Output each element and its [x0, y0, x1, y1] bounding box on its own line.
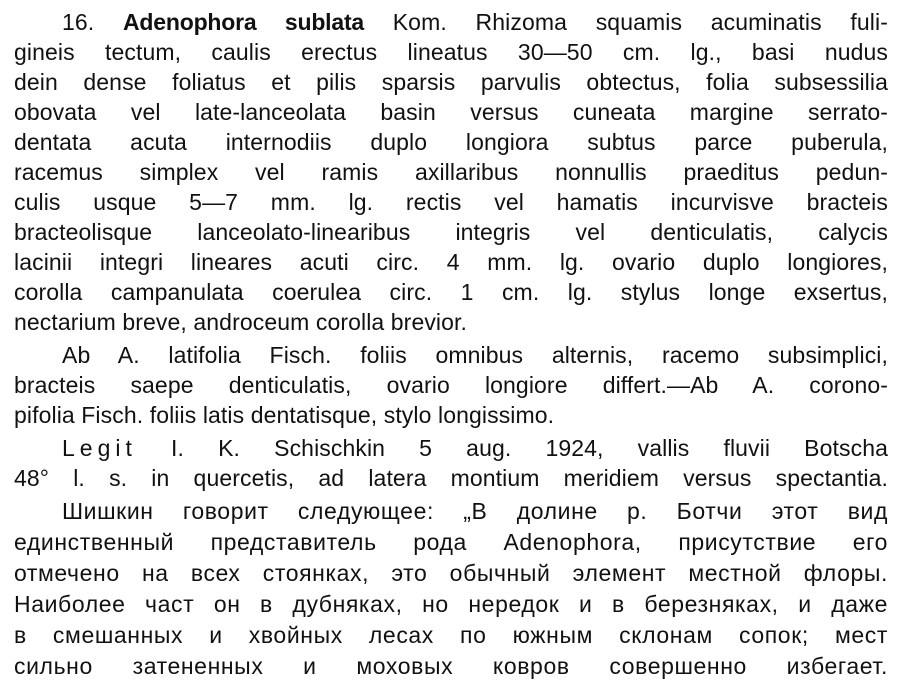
- description-line: bracteolisque lanceolato-linearibus integris vel denticulatis, calycis: [14, 219, 888, 245]
- differentia-line: Ab A. latifolia Fisch. foliis omnibus alternis, racemo subsimplici,: [62, 342, 888, 368]
- russian-note-line: Наиболее част он в дубняках, но нередок и в березняках, и даже: [14, 591, 888, 617]
- species-heading-line: [62, 7, 888, 37]
- species-name: Adenophora sublata: [123, 9, 364, 35]
- description-line: nectarium breve, androceum corolla brevior.: [14, 309, 468, 335]
- differentia-line: pifolia Fisch. foliis latis dentatisque, stylo longissimo.: [14, 402, 555, 428]
- description-line: gineis tectum, caulis erectus lineatus 30—50 cm. lg., basi nudus: [14, 39, 888, 65]
- russian-note-line: сильно затененных и моховых ковров совершенно избегает.: [14, 653, 888, 679]
- description-line: dein dense foliatus et pilis sparsis parvulis obtectus, folia subsessilia: [14, 69, 888, 95]
- collection-text: I. K. Schischkin 5 aug. 1924, vallis fluvii Botscha: [171, 435, 888, 461]
- russian-note-line: Шишкин говорит следующее: „В долине р. Ботчи этот вид: [62, 498, 888, 524]
- description-line: dentata acuta internodiis duplo longiora subtus parce puberula,: [14, 129, 888, 155]
- legit-label: Legit: [62, 435, 137, 461]
- differentia-line: bracteis saepe denticulatis, ovario longiore differt.—Ab A. corono-: [14, 372, 888, 398]
- description-line: lacinii integri lineares acuti circ. 4 mm. lg. ovario duplo longiores,: [14, 249, 888, 275]
- description-line: obovata vel late-lanceolata basin versus cuneata margine serrato-: [14, 99, 888, 125]
- russian-note-line: в смешанных и хвойных лесах по южным склонам сопок; мест: [14, 622, 888, 648]
- description-line: culis usque 5—7 mm. lg. rectis vel hamatis incurvisve bracteis: [14, 189, 888, 215]
- russian-note-line: единственный представитель рода Adenophora, присутствие его: [14, 529, 888, 555]
- description-line: Kom. Rhizoma squamis acuminatis fuli-: [392, 9, 888, 35]
- species-number: 16.: [62, 9, 95, 35]
- collection-line: [62, 433, 888, 463]
- russian-note-line: отмечено на всех стоянках, это обычный элемент местной флоры.: [14, 560, 888, 586]
- description-line: racemus simplex vel ramis axillaribus nonnullis praeditus pedun-: [14, 159, 888, 185]
- collection-line: 48° l. s. in quercetis, ad latera montium meridiem versus spectantia.: [14, 465, 888, 491]
- description-line: corolla campanulata coerulea circ. 1 cm. lg. stylus longe exsertus,: [14, 279, 888, 305]
